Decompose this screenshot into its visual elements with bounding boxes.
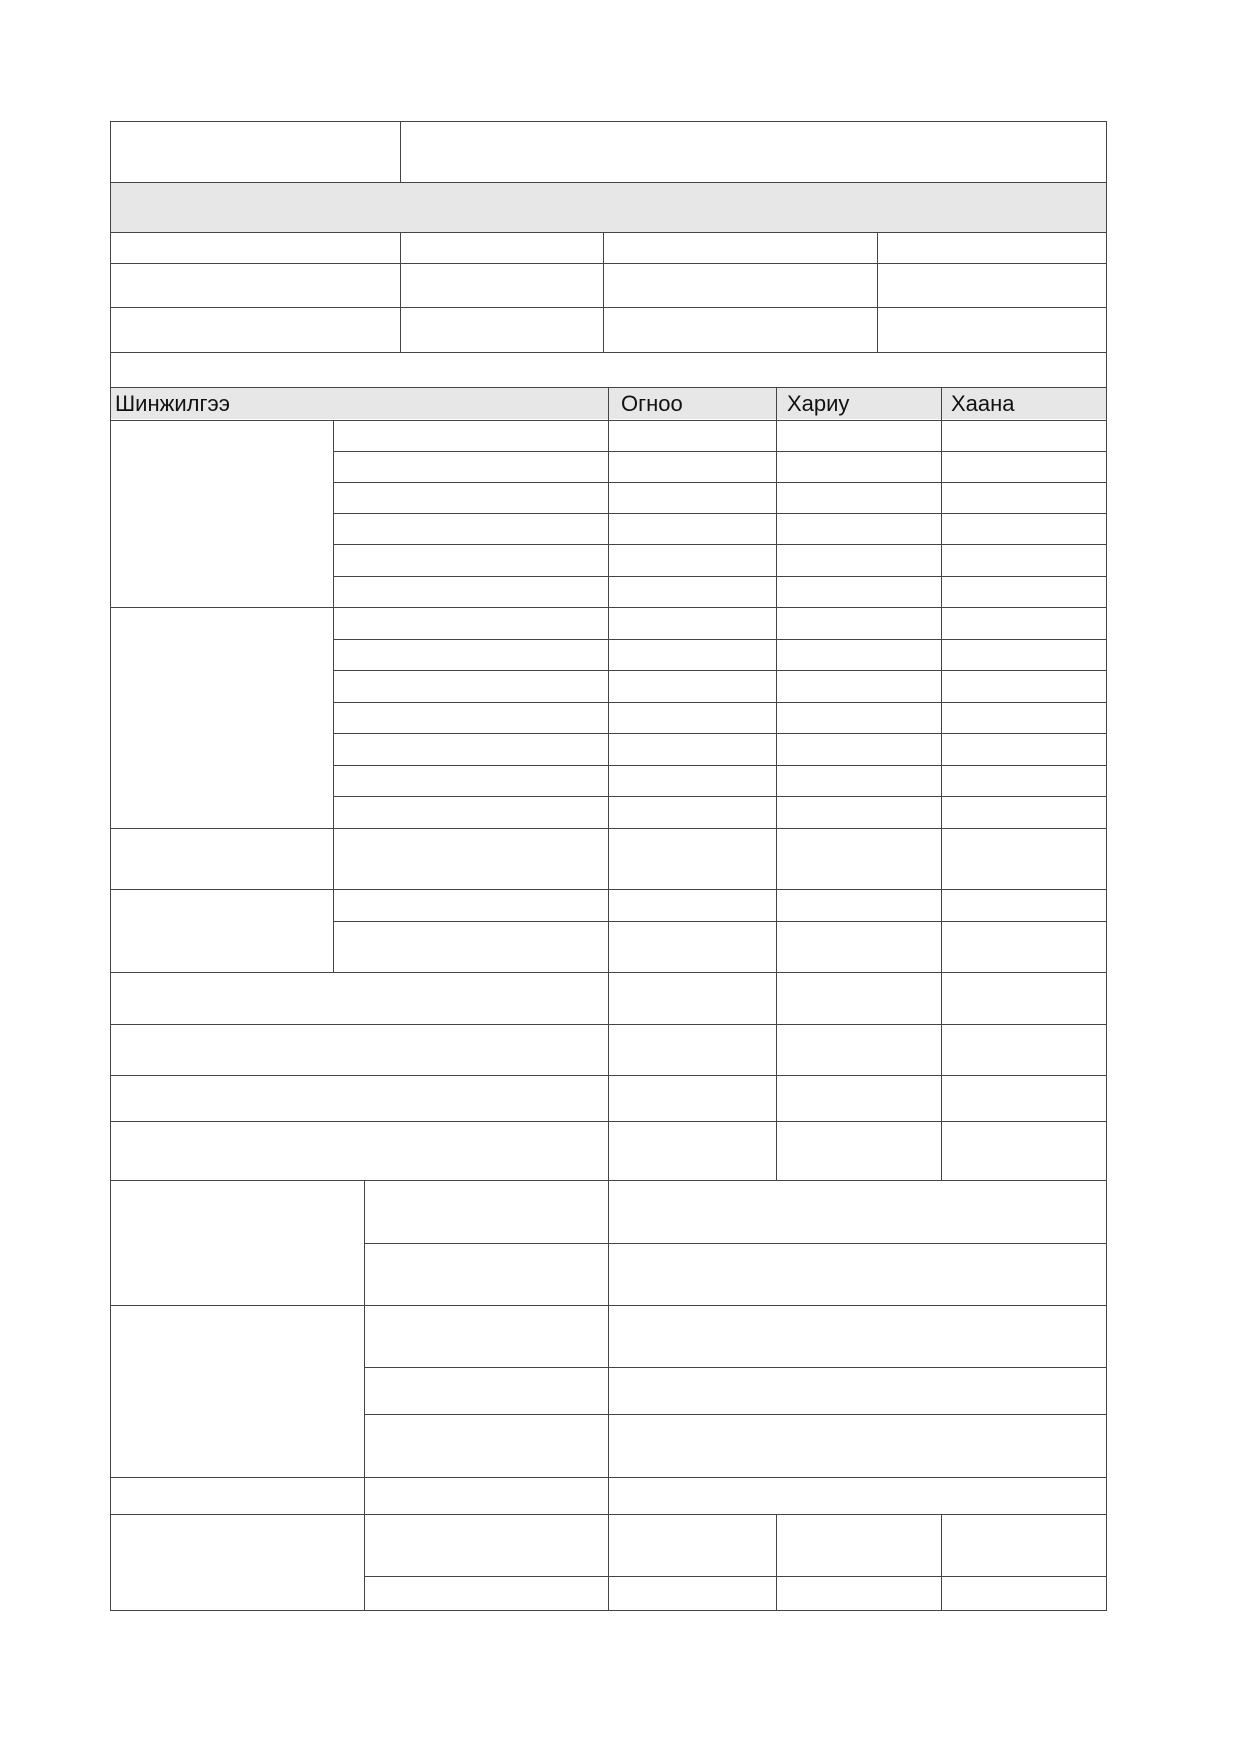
grid-line-horizontal <box>110 1477 1107 1478</box>
grid-line-horizontal <box>333 702 1107 703</box>
grid-line-horizontal <box>110 121 1107 122</box>
grid-line-horizontal <box>110 607 334 608</box>
grid-line-vertical <box>364 1180 365 1611</box>
grid-line-horizontal <box>110 889 1107 890</box>
grid-line-vertical <box>941 1514 942 1611</box>
grid-line-vertical <box>877 232 878 353</box>
grid-line-vertical <box>941 387 942 1181</box>
grid-line-horizontal <box>110 1024 1107 1025</box>
grid-line-horizontal <box>110 972 1107 973</box>
grid-line-horizontal <box>333 544 1107 545</box>
grid-line-horizontal <box>333 765 1107 766</box>
grid-line-horizontal <box>333 639 1107 640</box>
header-result: Хариу <box>787 391 850 416</box>
grid-line-horizontal <box>333 733 1107 734</box>
grid-line-vertical <box>608 1180 609 1611</box>
header-date: Огноо <box>621 391 683 416</box>
grid-line-horizontal <box>333 513 1107 514</box>
grid-line-horizontal <box>333 451 1107 452</box>
grid-line-vertical <box>1106 121 1107 1611</box>
grid-line-horizontal <box>110 232 1107 233</box>
grid-line-horizontal <box>333 670 1107 671</box>
grid-line-horizontal <box>333 921 1107 922</box>
grid-line-vertical <box>333 420 334 973</box>
grid-line-horizontal <box>333 482 1107 483</box>
grid-line-horizontal <box>110 828 1107 829</box>
grid-line-horizontal <box>364 1576 1107 1577</box>
grid-line-horizontal <box>110 1121 1107 1122</box>
grid-line-vertical <box>400 121 401 183</box>
grid-line-vertical <box>400 232 401 353</box>
grid-line-horizontal <box>110 352 1107 353</box>
grid-line-horizontal <box>364 1414 1107 1415</box>
header-test: Шинжилгээ <box>115 391 230 416</box>
form-title-band <box>111 182 1106 232</box>
grid-line-horizontal <box>333 576 1107 577</box>
grid-line-vertical <box>608 387 609 1181</box>
grid-line-vertical <box>776 1514 777 1611</box>
grid-line-horizontal <box>110 1075 1107 1076</box>
grid-line-horizontal <box>364 1243 1107 1244</box>
grid-line-horizontal <box>364 1367 1107 1368</box>
grid-line-horizontal <box>110 182 1107 183</box>
grid-line-horizontal <box>110 1305 1107 1306</box>
grid-line-vertical <box>110 121 111 1611</box>
header-where: Хаана <box>951 391 1015 416</box>
grid-line-vertical <box>603 232 604 353</box>
grid-line-horizontal <box>110 307 1107 308</box>
grid-line-vertical <box>776 387 777 1181</box>
grid-line-horizontal <box>333 607 1107 608</box>
grid-line-horizontal <box>333 796 1107 797</box>
grid-line-horizontal <box>110 263 1107 264</box>
grid-line-horizontal <box>110 1514 1107 1515</box>
